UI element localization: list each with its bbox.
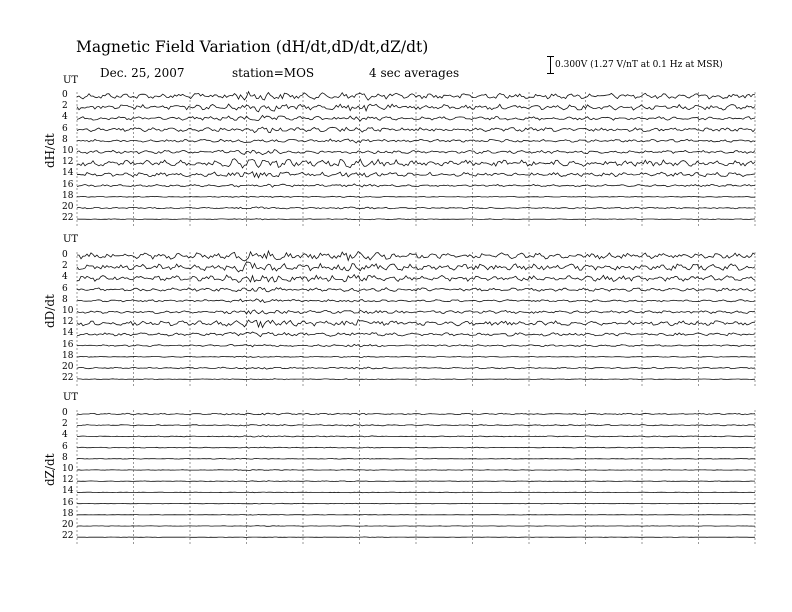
row-label: 4 [62,112,68,123]
row-label: 18 [62,190,74,201]
row-label: 10 [62,306,74,316]
station-label: station=MOS [232,66,315,80]
trace-line [77,219,755,220]
row-label: 2 [62,419,68,430]
row-label: 8 [62,452,68,463]
panel-grid [77,252,755,386]
ut-label: UT [63,392,79,403]
trace-line [77,515,755,516]
row-label: 14 [62,486,74,497]
trace-line [77,425,755,427]
trace-line [77,458,755,459]
date-label: Dec. 25, 2007 [100,66,185,80]
row-label: 10 [62,464,74,474]
row-label: 12 [62,317,74,328]
row-label: 16 [62,497,74,508]
row-label: 0 [62,250,68,260]
trace-line [77,537,755,538]
row-label: 18 [62,350,74,361]
row-label: 8 [62,134,68,145]
ut-label: UT [63,75,79,86]
ut-label: UT [63,234,79,245]
row-label: 20 [62,362,74,372]
row-label: 12 [62,157,74,168]
scale-label: 0.300V (1.27 V/nT at 0.1 Hz at MSR) [555,60,723,70]
panel-ylabel: dD/dt [43,294,57,328]
row-label: 20 [62,520,74,530]
row-label: 6 [62,123,68,134]
trace-line [77,207,755,209]
row-label: 4 [62,272,68,283]
row-label: 2 [62,261,68,272]
trace-line [77,262,755,272]
row-label: 16 [62,179,74,190]
panel-ylabel: dZ/dt [43,453,57,486]
averaging-label: 4 sec averages [369,66,460,80]
row-label: 8 [62,294,68,305]
row-label: 6 [62,441,68,452]
trace-line [77,127,755,133]
row-label: 14 [62,328,74,339]
panel-grid [77,410,755,544]
trace-line [77,526,755,527]
row-label: 0 [62,408,68,418]
panel-grid [77,92,755,226]
trace-line [77,379,755,380]
row-label: 0 [62,90,68,100]
panel-ylabel: dH/dt [43,133,57,168]
trace-line [77,481,755,482]
row-label: 22 [62,531,74,542]
row-label: 16 [62,339,74,350]
row-label: 18 [62,508,74,519]
row-label: 22 [62,373,74,384]
row-label: 6 [62,283,68,294]
chart-title: Magnetic Field Variation (dH/dt,dD/dt,dZ/dt) [76,38,429,56]
row-label: 20 [62,202,74,212]
row-label: 4 [62,430,68,441]
row-label: 12 [62,475,74,486]
trace-line [77,492,755,493]
row-label: 22 [62,213,74,224]
row-label: 2 [62,101,68,112]
row-label: 10 [62,146,74,156]
row-label: 14 [62,168,74,179]
